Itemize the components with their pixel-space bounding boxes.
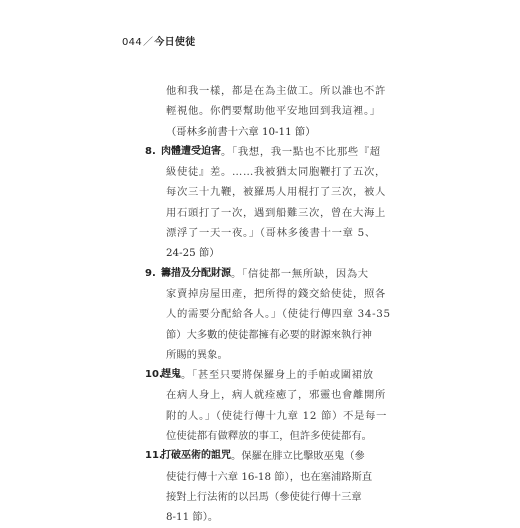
text-line: 漂浮了一天一夜。」（哥林多後書十一章 5、: [166, 227, 376, 240]
page-number: 044: [122, 37, 142, 48]
text-line: 節）大多數的使徒都擁有必要的財源來執行神: [166, 328, 372, 341]
text-line: （哥林多前書十六章 10-11 節）: [166, 125, 316, 138]
list-item: [145, 365, 396, 446]
text-line: 。「甚至只要將保羅身上的手帕或圍裙放: [181, 369, 374, 382]
text-line: 8-11 節）。: [166, 511, 219, 524]
text-line: 接對上行法術的以呂馬（參使徒行傳十三章: [166, 490, 362, 503]
list-item: [145, 446, 396, 527]
item-title: 打破巫術的詛咒: [161, 450, 231, 462]
running-header: [122, 33, 196, 48]
text-line: 使徒行傳十六章 16-18 節），也在塞浦路斯直: [166, 470, 373, 483]
text-line: 級使徒』差。……我被猶太同胞鞭打了五次，: [166, 166, 386, 179]
list-item: [145, 142, 396, 264]
book-title: 今日使徒: [154, 37, 196, 48]
text-line: 每次三十九鞭，被羅馬人用棍打了三次，被人: [166, 186, 386, 199]
text-line: 用石頭打了一次，遇到船難三次，曾在大海上: [166, 206, 386, 219]
item-title: 趕鬼: [161, 369, 181, 381]
text-line: 位使徒都有做釋放的事工，但許多使徒都有。: [166, 430, 372, 443]
item-number: 10.: [145, 369, 163, 381]
text-line: 附的人。」（使徒行傳十九章 12 節）不是每一: [166, 409, 388, 422]
list-item: [145, 264, 396, 365]
header-separator: ／: [143, 37, 154, 48]
item-title: 籌措及分配財源: [161, 267, 231, 279]
item-number: 8.: [145, 145, 156, 157]
text-line: 人的需要分配給各人。」（使徒行傳四章 34-35: [166, 308, 391, 321]
item-number: 11.: [145, 450, 163, 462]
text-line: 在病人身上，病人就痊癒了，邪靈也會離開所: [166, 389, 386, 402]
page-body: [145, 81, 396, 528]
text-line: 。「我想，我一點也不比那些『超: [221, 145, 381, 158]
text-line: 。「信徒都一無所缺，因為大: [231, 267, 369, 280]
text-line: 他和我一樣，都是在為主做工。所以誰也不許: [166, 85, 386, 97]
intro-paragraph: [150, 81, 396, 142]
text-line: 。保羅在腓立比擊敗巫鬼（參: [231, 450, 365, 463]
text-line: 家賣掉房屋田產，把所得的錢交給使徒，照各: [166, 287, 386, 300]
item-number: 9.: [145, 267, 156, 279]
text-line: 24-25 節）: [166, 247, 220, 260]
item-title: 肉體遭受迫害: [161, 145, 221, 157]
text-line: 所賜的異象。: [166, 348, 228, 361]
text-line: 輕視他。你們要幫助他平安地回到我這裡。」: [166, 105, 381, 118]
